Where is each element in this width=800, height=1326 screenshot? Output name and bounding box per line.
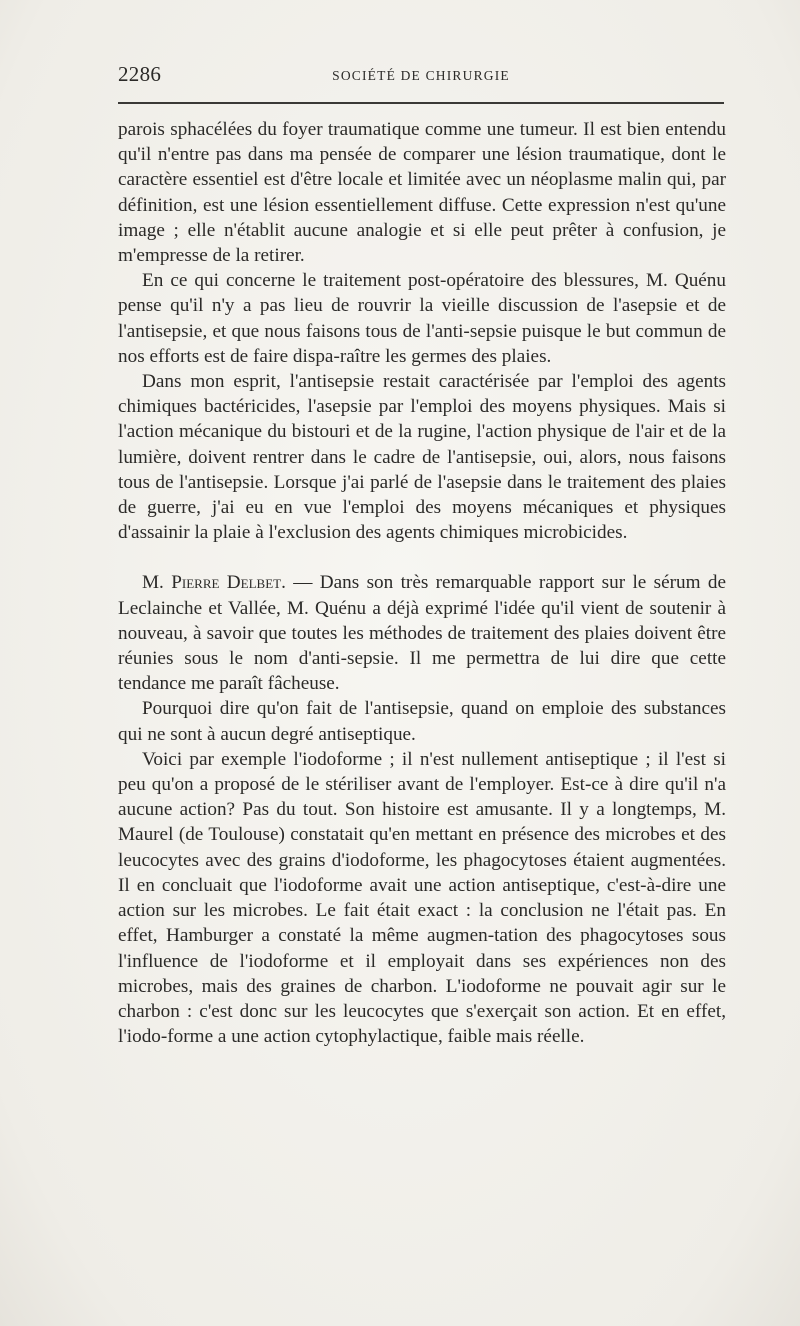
running-title: SOCIÉTÉ DE CHIRURGIE (332, 68, 510, 83)
speaker-paragraph (118, 570, 726, 696)
paragraph: Dans mon esprit, l'antisepsie restait caractérisée par l'emploi des agents chimiques bactéricides, l'asepsie par l'emploi des moyens physiques. Mais si l'action mécanique du bistouri et de la rugine, l'action physique de l'air et de la lumière, doivent rentrer dans le cadre de l'antisepsie, oui, alors, nous faisons tous de l'antisepsie. Lorsque j'ai parlé de l'asepsie dans le traitement des plaies de guerre, j'ai eu en vue l'emploi des moyens mécaniques et physiques d'assainir la plaie à l'exclusion des agents chimiques microbicides. (118, 371, 726, 544)
header-rule (118, 102, 724, 104)
page-number: 2286 (118, 62, 162, 86)
em-dash: — (285, 572, 320, 594)
paragraph: Voici par exemple l'iodoforme ; il n'est nullement antiseptique ; il l'est si peu qu'on a proposé de le stériliser avant de l'employer. Est-ce à dire qu'il n'a aucune action? Pas du tout. Son histoire est amusante. Il y a longtemps, M. Maurel (de Toulouse) constatait qu'en mettant en présence des microbes et des leucocytes avec des grains d'iodoforme, les phagocytoses étaient augmentées. Il en concluait que l'iodoforme avait une action antiseptique, c'est-à-dire une action sur les microbes. Le fait était exact : la conclusion ne l'était pas. En effet, Hamburger a constaté la même augmen-tation des phagocytoses sous l'influence de l'iodoforme et il employait dans ses expériences non des microbes, mais des graines de charbon. L'iodoforme ne pouvait agir sur le charbon : c'est donc sur les leucocytes que s'exerçait son action. Et en effet, l'iodo-forme a une action cytophylactique, faible mais réelle. (118, 748, 726, 1048)
paragraph: Pourquoi dire qu'on fait de l'antisepsie, quand on emploie des substances qui ne sont à aucun degré antiseptique. (118, 698, 726, 745)
speaker-text: Dans son très remarquable rapport sur le sérum de Leclainche et Vallée, M. Quénu a déjà exprimé l'idée qu'il vient de soutenir à nouveau, à savoir que toutes les méthodes de traitement des plaies doivent être réunies sous le nom d'anti-sepsie. Il me permettra de lui dire que cette tendance me paraît fâcheuse. (118, 572, 727, 695)
speaker-name: M. Pierre Delbet. (142, 572, 286, 594)
body-text (118, 117, 726, 1049)
paragraph: En ce qui concerne le traitement post-opératoire des blessures, M. Quénu pense qu'il n'y a pas lieu de rouvrir la vieille discussion de l'asepsie et de l'antisepsie, et que nous faisons tous de l'anti-sepsie puisque le but commun de nos efforts est de faire dispa-raître les germes des plaies. (118, 270, 726, 367)
paragraph: parois sphacélées du foyer traumatique comme une tumeur. Il est bien entendu qu'il n'entre pas dans ma pensée de comparer une lésion traumatique, dont le caractère essentiel est d'être locale et limitée avec un néoplasme malin qui, par définition, est une lésion essentiellement diffuse. Cette expression n'est qu'une image ; elle n'établit aucune analogie et si elle peut prêter à confusion, je m'empresse de la retirer. (118, 119, 726, 267)
page-header (118, 62, 724, 87)
